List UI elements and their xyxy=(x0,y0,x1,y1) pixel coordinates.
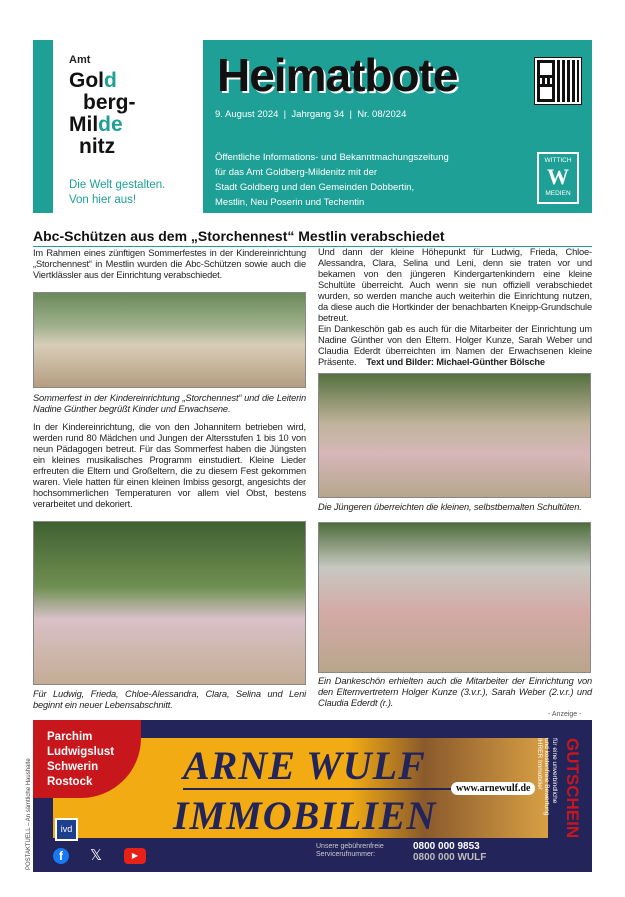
masthead-bar xyxy=(33,40,53,213)
distribution-note: POSTAKTUELL – An sämtliche Haushalte xyxy=(26,758,32,870)
article-headline: Abc-Schützen aus dem „Storchennest“ Mestlin verabschiedet xyxy=(33,228,592,247)
ivd-logo: ivd xyxy=(55,818,78,841)
ad-phone[interactable]: 0800 000 9853 0800 000 WULF xyxy=(413,841,487,863)
ad-cities: Parchim Ludwigslust Schwerin Rostock xyxy=(47,731,115,788)
article-credit: Text und Bilder: Michael-Günther Bölsche xyxy=(366,357,545,367)
photo-thank-you xyxy=(318,522,591,673)
photo-school-children xyxy=(33,521,306,685)
newspaper-description: Öffentliche Informations- und Bekanntmachungszeitung für das Amt Goldberg-Mildenitz mit der Stadt Goldberg und den Gemeinden Dobbertin, Mestlin, Neu Poserin und Techentin xyxy=(215,152,449,208)
photo-caption: Für Ludwig, Frieda, Chloe-Alessandra, Clara, Selina und Leni beginnt ein neuer Lebensabschnitt. xyxy=(33,689,306,710)
logo-line: Gold xyxy=(69,69,117,92)
voucher-text: für eine unverbindliche und kostenfreie Bewertung IHRER Immobilie! xyxy=(536,738,558,816)
newspaper-title: Heimatbote xyxy=(217,49,458,101)
facebook-icon[interactable]: f xyxy=(53,848,69,864)
amt-logo xyxy=(53,40,203,213)
photo-schultueten xyxy=(318,373,591,498)
ad-website-link[interactable]: www.arnewulf.de xyxy=(451,782,535,795)
logo-amt: Amt xyxy=(69,54,91,66)
ad-service-label: Unsere gebührenfreie Servicerufnummer: xyxy=(316,843,384,858)
article-intro: Im Rahmen eines zünftigen Sommerfestes in der Kindereinrichtung „Storchennest“ in Mestlin wurden die Abc-Schützen sowie auch die Viertklässler aus der Einrichtung verabschiedet. xyxy=(33,248,306,280)
article-body: Und dann der kleine Höhepunkt für Ludwig, Frieda, Chloe-Alessandra, Clara, Selina und Leni, denn sie traten vor und bekamen von den jüngeren Kindergartenkindern eine kleine Schultüte überreicht. Auch wenn sie nun offiziell verabschiedet wurden, so werden manche auch weiterhin die Einrichtung nutzen, da diese auch die Hortkinder der benachbarten Kneipp-Grundschule betreut. xyxy=(318,247,592,323)
photo-caption: Ein Dankeschön erhielten auch die Mitarbeiter der Einrichtung von den Elternvertretern Holger Kunze (3.v.r.), Sarah Weber (2.v.r.) und Claudia Ederdt (r.). xyxy=(318,676,592,708)
x-twitter-icon[interactable]: 𝕏 xyxy=(89,847,103,864)
ad-divider xyxy=(183,788,483,790)
ad-voucher xyxy=(536,738,586,838)
article-body: In der Kindereinrichtung, die von den Johannitern betrieben wird, werden rund 80 Mädchen und Jungen der Altersstufen 1 bis 10 von neun Pädagogen betreut. Für das Sommerfest haben die Jüngsten ein kleines musikalisches Programm einstudiert. Kleine Lieder erfreuten die Eltern und Großeltern, die zu diesem Fest gekommen waren. Viele hatten für einen kleinen Imbiss gesorgt, angesichts der hochsommerlichen Temperaturen vor allem viel Obst, bestens verarbeitet und dekoriert. xyxy=(33,422,306,509)
wittich-medien-logo: WITTICH W MEDIEN xyxy=(537,152,579,204)
photo-summer-party xyxy=(33,292,306,388)
voucher-title: GUTSCHEIN xyxy=(563,738,582,839)
logo-line: nitz xyxy=(79,135,116,158)
ad-label: - Anzeige - xyxy=(548,711,582,718)
ad-company-name: ARNE WULF xyxy=(183,743,426,788)
logo-slogan: Die Welt gestalten. Von hier aus! xyxy=(69,179,166,206)
logo-line: Milde xyxy=(69,113,123,136)
logo-line: berg- xyxy=(83,91,136,114)
article-right-column xyxy=(318,247,592,368)
photo-caption: Die Jüngeren überreichten die kleinen, selbstbemalten Schultüten. xyxy=(318,502,582,512)
qr-code-icon[interactable] xyxy=(535,58,581,104)
article-body: Ein Dankeschön gab es auch für die Mitarbeiter der Einrichtung um Nadine Günther von den Eltern. Holger Kunze, Sarah Weber und Claudia Ederdt überreichten im Namen der Erwachsenen kleine Präsente. Text und Bilder: Michael-Günther Bölsche xyxy=(318,324,592,367)
issue-info: 9. August 2024 | Jahrgang 34 | Nr. 08/2024 xyxy=(215,109,407,120)
ad-company-type: IMMOBILIEN xyxy=(173,793,437,838)
advertisement-arne-wulf[interactable] xyxy=(33,720,592,872)
masthead xyxy=(203,40,592,213)
youtube-icon[interactable]: ▶ xyxy=(124,848,146,864)
photo-caption: Sommerfest in der Kindereinrichtung „Storchennest“ und die Leiterin Nadine Günther begrüßt Kinder und Erwachsene. xyxy=(33,393,306,414)
